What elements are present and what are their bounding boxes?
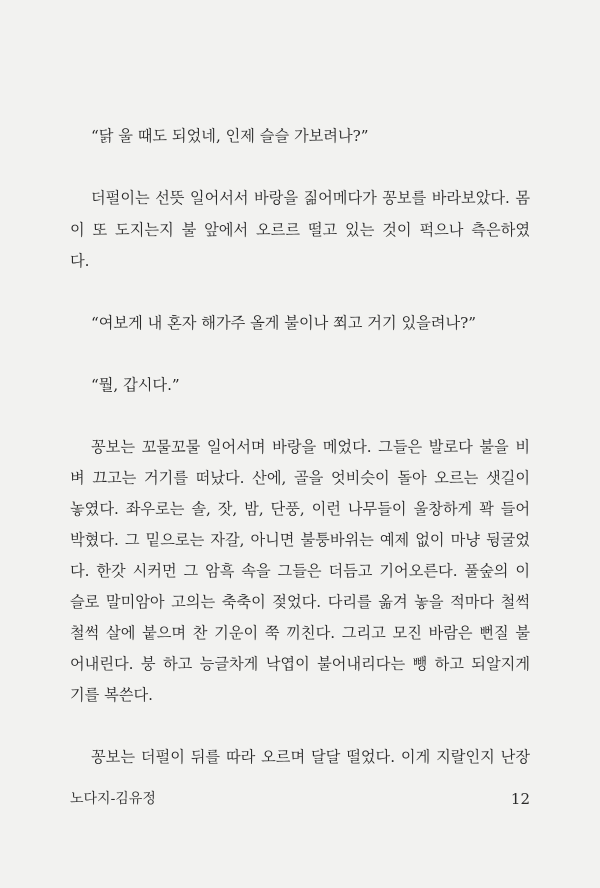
- paragraph-line: 기를 복쓴다.: [70, 686, 154, 704]
- paragraph-line: 이 또 도지는지 불 앞에서 오르르 떨고 있는 것이 퍽으나 측은하였: [70, 221, 530, 239]
- paragraph-line: 꽁보는 더펄이 뒤를 따라 오르며 달달 떨었다. 이게 지랄인지 난장: [91, 748, 530, 766]
- paragraph-line: 박혔다. 그 밑으로는 자갈, 아니면 불퉁바위는 예제 없이 마냥 뒹굴었: [70, 531, 530, 549]
- paragraph-line: 철썩 살에 붙으며 찬 기운이 쭉 끼친다. 그리고 모진 바람은 뻔질 불: [70, 624, 530, 642]
- footer-book-title: 노다지-김유정: [70, 791, 156, 807]
- paragraph-line: 다. 한갓 시커먼 그 암흑 속을 그들은 더듬고 기어오른다. 풀숲의 이: [70, 562, 530, 580]
- paragraph-line: 벼 끄고는 거기를 떠났다. 산에, 골을 엇비슷이 돌아 오르는 샛길이: [70, 469, 530, 487]
- paragraph-line: 슬로 말미암아 고의는 축축이 젖었다. 다리를 옮겨 놓을 적마다 철썩: [70, 593, 530, 611]
- paragraph-line: 꽁보는 꼬물꼬물 일어서며 바랑을 메었다. 그들은 발로다 불을 비: [91, 438, 530, 456]
- paragraph-line: 다.: [70, 252, 90, 270]
- dialogue-line: “여보게 내 혼자 해가주 올게 불이나 쬐고 거기 있을려나?”: [91, 314, 477, 332]
- paragraph-line: 더펄이는 선뜻 일어서서 바랑을 짊어메다가 꽁보를 바라보았다. 몸: [91, 189, 530, 207]
- dialogue-line: “닭 울 때도 되었네, 인제 슬슬 가보려나?”: [91, 127, 369, 145]
- paragraph-line: 놓였다. 좌우로는 솔, 잣, 밤, 단풍, 이런 나무들이 울창하게 꽉 들어: [70, 500, 530, 518]
- dialogue-line: “뭘, 갑시다.”: [91, 376, 180, 394]
- paragraph-line: 어내린다. 붕 하고 능글차게 낙엽이 불어내리다는 뺑 하고 되알지게: [70, 655, 530, 673]
- footer-page-number: 12: [510, 790, 530, 808]
